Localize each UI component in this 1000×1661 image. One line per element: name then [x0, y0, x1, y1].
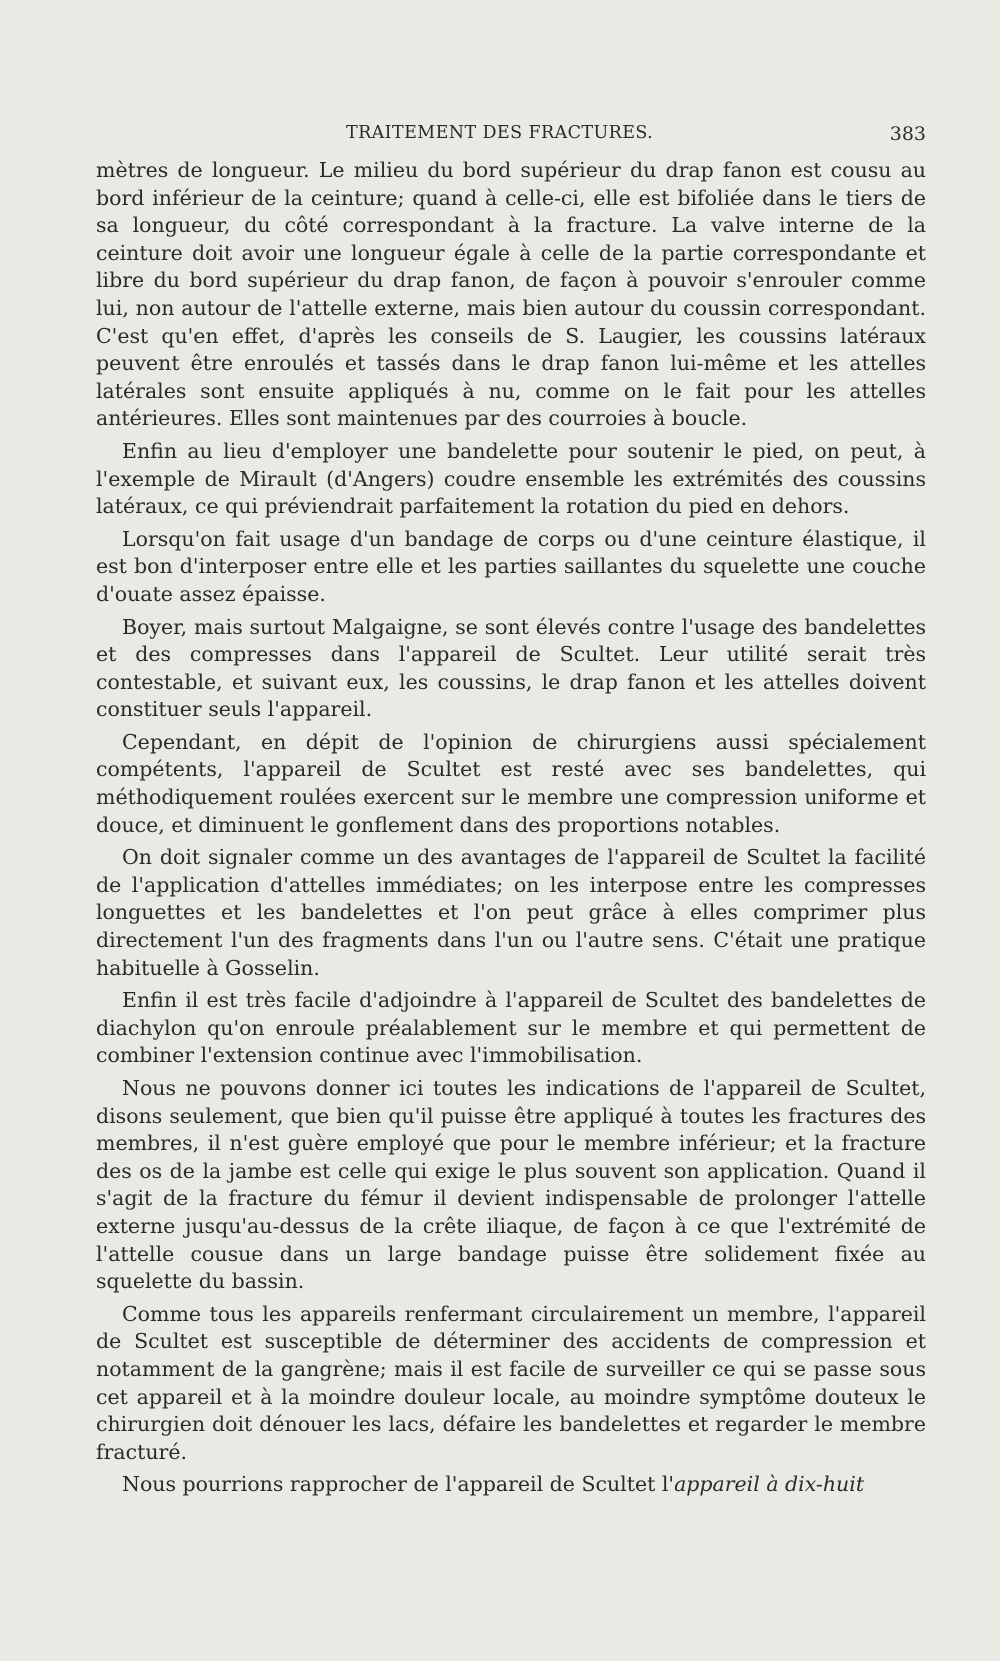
paragraph-last-text: Nous pourrions rapprocher de l'appareil de Scultet l' [122, 1472, 675, 1497]
paragraph-last-italic: appareil à dix-huit [674, 1472, 865, 1497]
paragraph: Boyer, mais surtout Malgaigne, se sont élevés contre l'usage des bandelettes et des compresses dans l'appareil de Scultet. Leur utilité serait très contestable, et suivant eux, les coussins, le drap fanon et les attelles doivent constituer seuls l'appareil. [96, 614, 926, 722]
paragraph: Lorsqu'on fait usage d'un bandage de corps ou d'une ceinture élastique, il est bon d'interposer entre elle et les parties saillantes du squelette une couche d'ouate assez épaisse. [96, 526, 926, 606]
paragraph: Nous ne pouvons donner ici toutes les indications de l'appareil de Scultet, disons seulement, que bien qu'il puisse être appliqué à toutes les fractures des membres, il n'est guère employé que pour le membre inférieur; et la fracture des os de la jambe est celle qui exige le plus souvent son application. Quand il s'agit de la fracture du fémur il devient indispensable de prolonger l'attelle externe jusqu'au-dessus de la crête iliaque, de façon à ce que l'extrémité de l'attelle cousue dans un large bandage puisse être solidement fixée au squelette du bassin. [96, 1076, 926, 1294]
page-number: 383 [889, 123, 926, 145]
paragraph: On doit signaler comme un des avantages de l'appareil de Scultet la facilité de l'application d'attelles immédiates; on les interpose entre les compresses longuettes et les bandelettes et l'on peut grâce à elles comprimer plus directement l'un des fragments dans l'un ou l'autre sens. C'était une pratique habituelle à Gosselin. [96, 845, 926, 980]
paragraph: Comme tous les appareils renfermant circulairement un membre, l'appareil de Scultet est susceptible de déterminer des accidents de compression et notamment de la gangrène; mais il est facile de surveiller ce qui se passe sous cet appareil et à la moindre douleur locale, au moindre symptôme douteux le chirurgien doit dénouer les lacs, défaire les bandelettes et regarder le membre fracturé. [96, 1301, 926, 1464]
paragraph: Enfin au lieu d'employer une bandelette pour soutenir le pied, on peut, à l'exemple de Mirault (d'Angers) coudre ensemble les extrémités des coussins latéraux, ce qui préviendrait parfaitement la rotation du pied en dehors. [96, 438, 926, 519]
paragraph: Cependant, en dépit de l'opinion de chirurgiens aussi spécialement compétents, l'appareil de Scultet est resté avec ses bandelettes, qui méthodiquement roulées exercent sur le membre une compression uniforme et douce, et diminuent le gonflement dans des proportions notables. [96, 729, 926, 837]
paragraph: mètres de longueur. Le milieu du bord supérieur du drap fanon est cousu au bord inférieur de la ceinture; quand à celle-ci, elle est bifoliée dans le tiers de sa longueur, du côté correspondant à la fracture. La valve interne de la ceinture doit avoir une longueur égale à celle de la partie correspondante et libre du bord supérieur du drap fanon, de façon à pouvoir s'enrouler comme lui, non autour de l'attelle externe, mais bien autour du coussin correspondant. C'est qu'en effet, d'après les conseils de S. Laugier, les coussins latéraux peuvent être enroulés et tassés dans le drap fanon lui-même et les attelles latérales sont ensuite appliqués à nu, comme on le fait pour les attelles antérieures. Elles sont maintenues par des courroies à boucle. [96, 158, 926, 431]
body-text [96, 157, 926, 1504]
page-header [96, 120, 926, 150]
paragraph: Enfin il est très facile d'adjoindre à l'appareil de Scultet des bandelettes de diachylon qu'on enroule préalablement sur le membre et qui permettent de combiner l'extension continue avec l'immobilisation. [96, 988, 926, 1068]
paragraph-last [96, 1471, 926, 1499]
running-title: TRAITEMENT DES FRACTURES. [346, 123, 654, 143]
